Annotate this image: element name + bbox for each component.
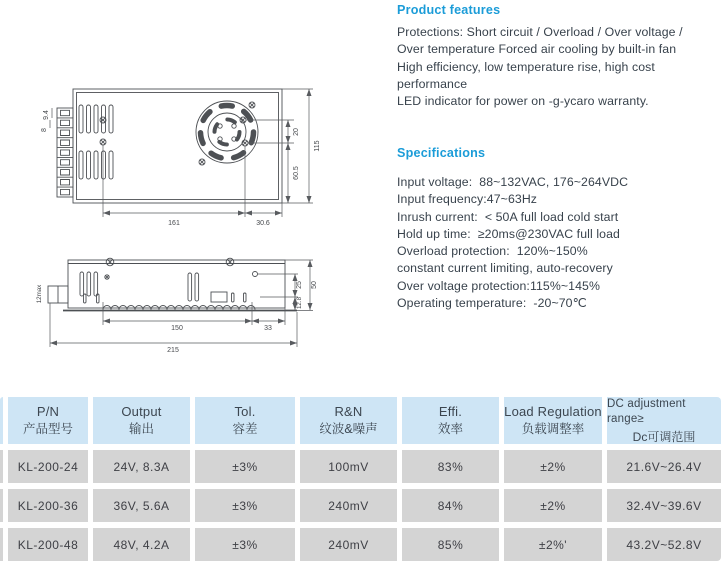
cell-efficiency: 83% [402,450,499,483]
features-title: Product features [397,3,501,17]
column-header-load-regulation [504,397,602,444]
spec-line: Input voltage: 88~132VAC, 176~264VDC [397,175,629,189]
dim-label-60-5: 60.5 [293,166,300,180]
specifications-title: Specifications [397,146,486,160]
cell-output: 36V, 5.6A [93,489,190,522]
table-header-stub [0,397,3,444]
spec-line: constant current limiting, auto-recovery [397,261,613,276]
column-header-en: R&N [334,404,363,419]
dim-label-30-6: 30.6 [256,220,270,227]
table-row-stub [0,450,3,483]
column-header-en: Load Regulation [504,404,602,419]
dim-label-50: 50 [311,281,318,289]
column-header-tolerance [195,397,295,444]
cell-load-reg: ±2% [504,450,602,483]
specifications-section [397,146,721,312]
side-view-dimension-lines [50,260,313,347]
features-line: LED indicator for power on -g-ycaro warranty. [397,94,649,109]
dim-label-115: 115 [314,140,321,152]
cell-tolerance: ±3% [195,528,295,561]
cell-output: 24V, 8.3A [93,450,190,483]
column-header-efficiency [402,397,499,444]
cell-tolerance: ±3% [195,489,295,522]
screw-icons-side [105,258,258,279]
column-header-ripple-noise [300,397,397,444]
cell-ripple: 240mV [300,489,397,522]
column-header-en: Tol. [234,404,256,419]
dim-label-8: 8 [41,128,48,132]
cooling-fan-icon [196,101,258,163]
spec-line: Overload protection: 120%~150% [397,244,588,259]
column-header-dc-adjustment-range [607,397,721,444]
column-header-en: Output [121,404,162,419]
column-header-zh: 容差 [232,422,258,436]
dim-label-9-4: 9.4 [43,110,50,120]
drawing-top-view [30,85,360,237]
terminal-pitch-dim-ticks [50,108,52,128]
column-header-zh: 纹波&噪声 [319,422,378,436]
column-header-zh: Dc可调范围 [632,429,696,444]
cell-dc-range: 21.6V~26.4V [607,450,721,483]
dim-label-20: 20 [293,128,300,136]
features-line: High efficiency, low temperature rise, high cost [397,59,655,74]
table-row-stub [0,489,3,522]
dim-label-25: 25 [296,281,303,289]
column-header-zh: 效率 [437,422,463,436]
column-header-en: Effi. [438,404,463,419]
top-view-dimension-lines [103,89,313,217]
spec-line: Operating temperature: -20~70℃ [397,296,587,311]
cell-load-reg: ±2%' [504,528,602,561]
model-spec-table [0,397,721,562]
dim-label-161: 161 [168,220,180,227]
features-line: performance [397,76,468,91]
dim-label-12max: 12max [36,284,43,304]
cell-output: 48V, 4.2A [93,528,190,561]
drawing-side-view [30,250,360,358]
column-header-zh: 负载调整率 [521,422,585,436]
dim-label-33: 33 [264,325,272,332]
cell-pn: KL-200-48 [8,528,88,561]
cell-tolerance: ±3% [195,450,295,483]
column-header-zh: 输出 [128,422,154,436]
column-header-output [93,397,190,444]
column-header-pn [8,397,88,444]
cell-pn: KL-200-24 [8,450,88,483]
spec-line: Over voltage protection:115%~145% [397,278,601,293]
dim-label-150: 150 [171,325,183,332]
cell-dc-range: 43.2V~52.8V [607,528,721,561]
vent-slots-top [79,105,113,179]
column-header-zh: 产品型号 [22,422,73,436]
cell-efficiency: 85% [402,528,499,561]
table-row-stub [0,528,3,561]
spec-line: Hold up time: ≥20ms@230VAC full load [397,226,620,241]
dim-label-12-8: 12.8 [296,296,303,310]
product-features-section [397,3,721,110]
column-header-en: P/N [36,404,60,419]
features-line: Protections: Short circuit / Overload / Over voltage / [397,25,683,39]
spec-line: Input frequency:47~63Hz [397,192,538,207]
column-header-en: DC adjustment range≥ [607,397,686,425]
cell-pn: KL-200-36 [8,489,88,522]
cell-load-reg: ±2% [504,489,602,522]
features-line: Over temperature Forced air cooling by built-in fan [397,42,677,57]
label-plate [211,292,227,302]
cell-ripple: 100mV [300,450,397,483]
heatsink-fins [103,306,255,310]
cell-dc-range: 32.4V~39.6V [607,489,721,522]
input-terminal-block [57,108,73,197]
spec-line: Inrush current: < 50A full load cold start [397,209,619,224]
cell-ripple: 240mV [300,528,397,561]
cell-efficiency: 84% [402,489,499,522]
dim-label-215: 215 [167,347,179,354]
